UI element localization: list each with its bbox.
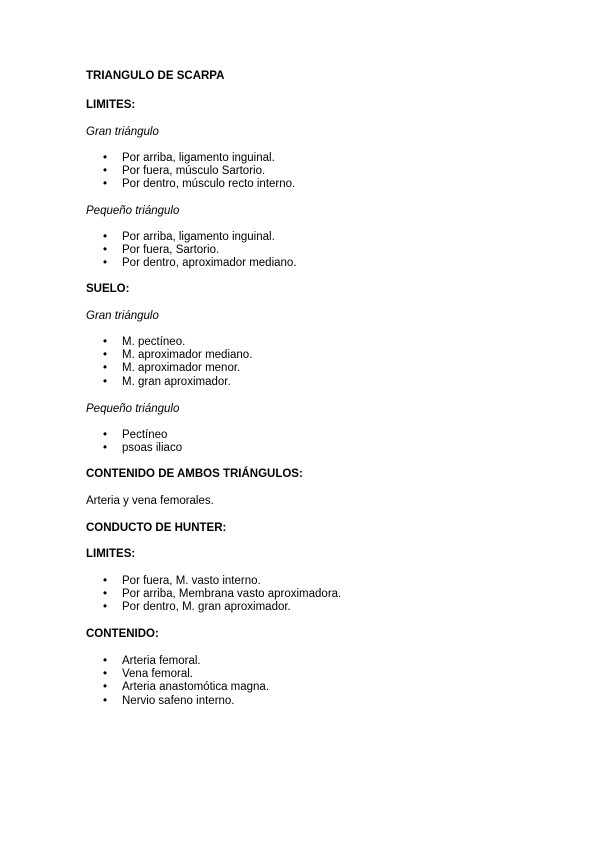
list-item: • M. aproximador mediano. — [86, 349, 252, 362]
gran-triangulo-limites-list — [86, 152, 295, 192]
limites-heading: LIMITES: — [86, 99, 136, 111]
list-item: • M. pectíneo. — [86, 336, 252, 349]
gran-triangulo-suelo-label: Gran triángulo — [86, 310, 159, 322]
list-item: • Por dentro, aproximador mediano. — [86, 257, 297, 270]
gran-triangulo-suelo-list — [86, 336, 252, 389]
list-item: • Arteria femoral. — [86, 655, 269, 668]
list-item: • Por fuera, Sartorio. — [86, 244, 297, 257]
list-item: • psoas iliaco — [86, 442, 182, 455]
pequeno-triangulo-suelo-label: Pequeño triángulo — [86, 403, 180, 415]
pequeno-triangulo-label: Pequeño triángulo — [86, 205, 180, 217]
pequeno-triangulo-suelo-list — [86, 429, 182, 455]
page-title: TRIANGULO DE SCARPA — [86, 70, 225, 82]
list-item: • Por dentro, M. gran aproximador. — [86, 601, 341, 614]
list-item: • Por dentro, músculo recto interno. — [86, 178, 295, 191]
hunter-contenido-list — [86, 655, 269, 708]
list-item: • Por fuera, músculo Sartorio. — [86, 165, 295, 178]
list-item: • Por arriba, ligamento inguinal. — [86, 231, 297, 244]
list-item: • M. aproximador menor. — [86, 362, 252, 375]
contenido-ambos-text: Arteria y vena femorales. — [86, 495, 214, 507]
list-item: • M. gran aproximador. — [86, 376, 252, 389]
list-item: • Por arriba, ligamento inguinal. — [86, 152, 295, 165]
list-item: • Arteria anastomótica magna. — [86, 681, 269, 694]
hunter-limites-list — [86, 575, 341, 615]
hunter-limites-heading: LIMITES: — [86, 548, 136, 560]
list-item: • Nervio safeno interno. — [86, 695, 269, 708]
suelo-heading: SUELO: — [86, 283, 130, 295]
hunter-heading: CONDUCTO DE HUNTER: — [86, 522, 227, 534]
contenido-ambos-heading: CONTENIDO DE AMBOS TRIÁNGULOS: — [86, 468, 303, 480]
gran-triangulo-label: Gran triángulo — [86, 126, 159, 138]
list-item: • Vena femoral. — [86, 668, 269, 681]
list-item: • Por arriba, Membrana vasto aproximadora. — [86, 588, 341, 601]
list-item: • Pectíneo — [86, 429, 182, 442]
hunter-contenido-heading: CONTENIDO: — [86, 628, 159, 640]
list-item: • Por fuera, M. vasto interno. — [86, 575, 341, 588]
pequeno-triangulo-limites-list — [86, 231, 297, 271]
